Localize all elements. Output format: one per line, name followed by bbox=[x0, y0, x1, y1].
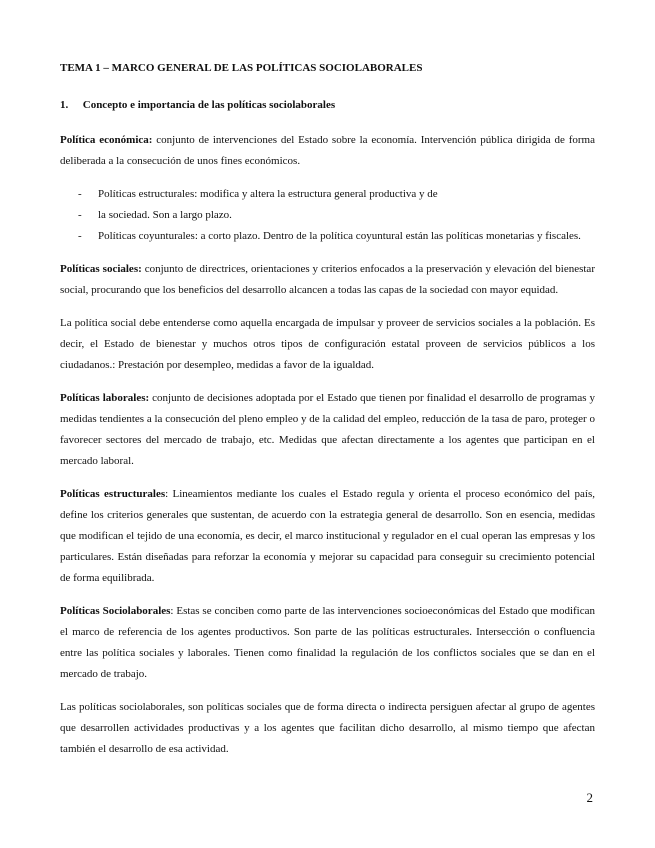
paragraph-politica-economica bbox=[60, 130, 595, 172]
term-politica-economica: Política económica: bbox=[60, 134, 153, 146]
section-label: Concepto e importancia de las políticas sociolaborales bbox=[82, 99, 336, 111]
definition-politicas-sociales: conjunto de directrices, orientaciones y criterios enfocados a la preservación y elevación del bienestar social, procurando que los beneficios del desarrollo alcancen a todas las capas de la sociedad con mayor equidad. bbox=[60, 263, 595, 296]
definition-politicas-estructurales: : Lineamientos mediante los cuales el Estado regula y orienta el proceso económico del país, define los criterios generales que sustentan, de acuerdo con la estrategia general de desarrollo. Son en esencia, medidas que modifican el tejido de una economía, es decir, el marco institucional y regulador en el cual operan las empresas y los particulares. Están diseñadas para reforzar la economía y mejorar su capacidad para conseguir su crecimiento potencial de forma equilibrada. bbox=[60, 488, 595, 584]
paragraph-politicas-sociolaborales bbox=[60, 601, 595, 685]
document-body bbox=[60, 58, 595, 772]
document-title: TEMA 1 – MARCO GENERAL DE LAS POLÍTICAS SOCIOLABORALES bbox=[60, 62, 423, 74]
bullet-dash: - bbox=[78, 209, 82, 221]
term-politicas-sociolaborales: Políticas Sociolaborales bbox=[60, 605, 171, 617]
paragraph-politicas-estructurales bbox=[60, 484, 595, 589]
definition-politicas-sociolaborales: : Estas se conciben como parte de las intervenciones socioeconómicas del Estado que modifican el marco de referencia de los agentes productivos. Son parte de las políticas estructurales. Intersección o confluencia entre las política sociales y laborales. Tienen como finalidad la regulación de los conflictos sociales que se dan en el mercado de trabajo. bbox=[60, 605, 595, 680]
bullet-dash: - bbox=[78, 230, 82, 242]
term-politicas-sociales: Políticas sociales: bbox=[60, 263, 142, 275]
bullet-dash: - bbox=[78, 188, 82, 200]
definition-politicas-laborales: conjunto de decisiones adoptada por el Estado que tienen por finalidad el desarrollo de programas y medidas tendientes a la consecución del pleno empleo y de la calidad del empleo, reducción de la tasa de paro, proteger o favorecer sectores del mercado de trabajo, etc. Medidas que afectan directamente a los agentes que participan en el mercado laboral. bbox=[60, 392, 595, 467]
paragraph-sociolaborales-summary: Las políticas sociolaborales, son políticas sociales que de forma directa o indirecta persiguen afectar al grupo de agentes que desarrollen actividades productivas y a los agentes que facilitan dicho desarrollo, al mismo tiempo que afectan también el desarrollo de esa actividad. bbox=[60, 701, 595, 755]
section-heading bbox=[60, 95, 595, 116]
list-item-text: Políticas estructurales: modifica y altera la estructura general productiva y de bbox=[98, 188, 438, 200]
list-item-text: la sociedad. Son a largo plazo. bbox=[98, 209, 232, 221]
bullet-list bbox=[60, 184, 595, 247]
list-item-text: Políticas coyunturales: a corto plazo. Dentro de la política coyuntural están las políticas monetarias y fiscales. bbox=[98, 230, 581, 242]
term-politicas-laborales: Políticas laborales: bbox=[60, 392, 150, 404]
term-politicas-estructurales: Políticas estructurales bbox=[60, 488, 166, 500]
paragraph-politicas-sociales bbox=[60, 259, 595, 301]
paragraph-politicas-laborales bbox=[60, 388, 595, 472]
list-item bbox=[60, 205, 595, 226]
section-number: 1. bbox=[60, 99, 69, 111]
paragraph-politica-social: La política social debe entenderse como aquella encargada de impulsar y proveer de servicios sociales a la población. Es decir, el Estado de bienestar y muchos otros tipos de configuración estatal proveen de servicios públicos a los ciudadanos.: Prestación por desempleo, medidas a favor de la igualdad. bbox=[60, 317, 595, 371]
list-item bbox=[60, 184, 595, 205]
definition-politica-economica: conjunto de intervenciones del Estado sobre la economía. Intervención pública dirigida de forma deliberada a la consecución de unos fines económicos. bbox=[60, 134, 595, 167]
list-item bbox=[60, 226, 595, 247]
page-number: 2 bbox=[586, 790, 593, 805]
